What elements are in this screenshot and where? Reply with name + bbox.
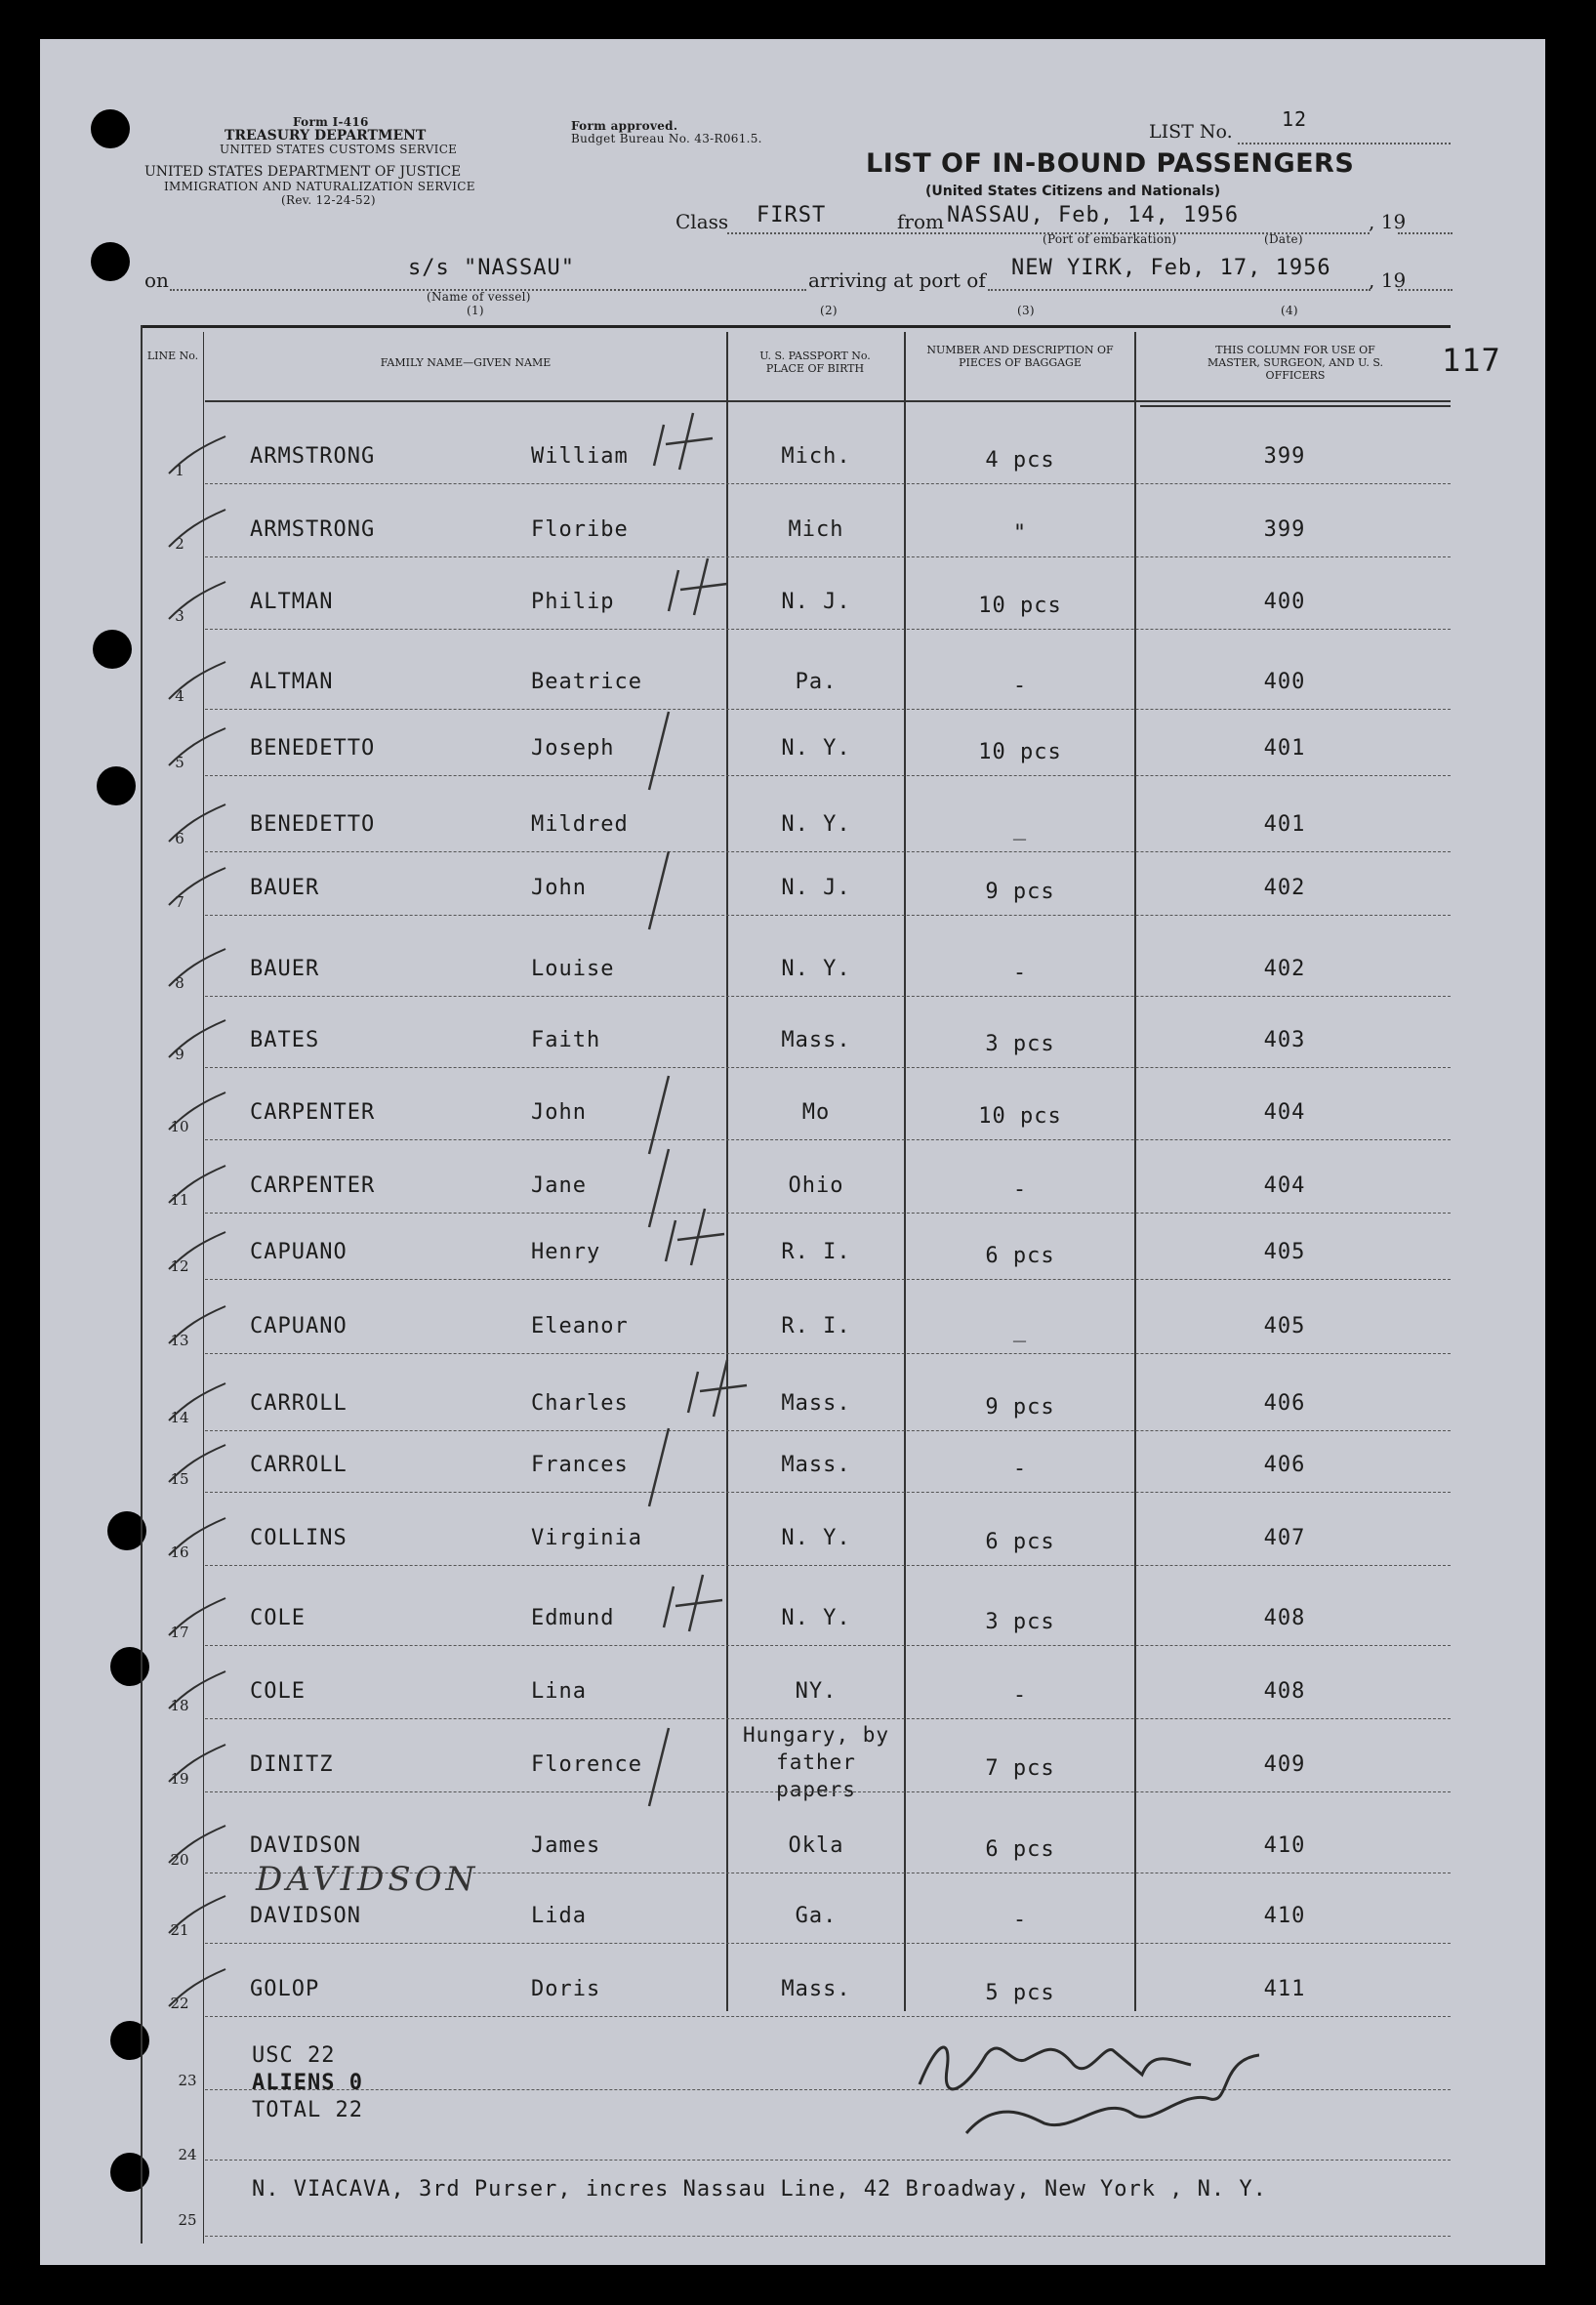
port-caption: (Port of embarkation) (1043, 232, 1177, 246)
officer-number: 411 (1263, 1977, 1306, 2001)
family-name: BENEDETTO (250, 812, 376, 837)
family-name: CAPUANO (250, 1240, 348, 1264)
officer-number: 403 (1263, 1028, 1306, 1052)
from-label: from (897, 210, 944, 233)
tally-mark (161, 432, 229, 481)
officer-number: 406 (1263, 1391, 1306, 1416)
tally-mark (161, 506, 229, 555)
place-of-birth: Mass. (781, 1391, 851, 1416)
given-name: Virginia (531, 1526, 642, 1550)
revision-date: (Rev. 12-24-52) (281, 193, 376, 207)
handwritten-slash-mark (639, 1423, 678, 1511)
line-number: 19 (170, 1770, 189, 1788)
baggage-count: 3 pcs (985, 1032, 1055, 1056)
punch-hole (91, 109, 130, 148)
line-number: 23 (178, 2072, 197, 2089)
place-of-birth: N. Y. (781, 1526, 851, 1550)
handwritten-slash-mark (639, 846, 678, 934)
officer-number: 408 (1263, 1606, 1306, 1630)
line-number: 5 (175, 754, 184, 771)
class-value: FIRST (757, 203, 827, 227)
line-number: 22 (170, 1995, 189, 2012)
given-name: Eleanor (531, 1314, 629, 1338)
baggage-count: 10 pcs (978, 740, 1062, 764)
baggage-count: 7 pcs (985, 1756, 1055, 1781)
baggage-count: 6 pcs (985, 1244, 1055, 1268)
baggage-count: _ (1012, 1318, 1028, 1342)
caption-1: (1) (467, 304, 484, 317)
officer-number: 402 (1263, 876, 1306, 900)
given-name: Charles (531, 1391, 629, 1416)
summary-aliens: ALIENS 0 (252, 2071, 363, 2095)
family-name: GOLOP (250, 1977, 320, 2001)
handwritten-slash-mark (639, 707, 678, 795)
family-name: CARPENTER (250, 1173, 376, 1198)
col-header-line-no: LINE No. (146, 350, 199, 362)
given-name: William (531, 444, 629, 469)
officer-number: 410 (1263, 1833, 1306, 1858)
officer-number: 404 (1263, 1100, 1306, 1125)
tally-mark (161, 1594, 229, 1643)
arriving-label: arriving at port of (808, 268, 986, 292)
baggage-count: 6 pcs (985, 1530, 1055, 1554)
line-number: 14 (170, 1409, 189, 1426)
col-header-officers: THIS COLUMN FOR USE OF MASTER, SURGEON, AND U. S. OFFICERS (1207, 344, 1383, 382)
place-of-birth: N. J. (781, 590, 851, 614)
place-of-birth: Mo (801, 1100, 831, 1125)
immigration-service: IMMIGRATION AND NATURALIZATION SERVICE (164, 180, 475, 193)
family-name: COLE (250, 1606, 306, 1630)
tally-mark (161, 801, 229, 849)
caption-3: (3) (1017, 304, 1035, 317)
family-name: BAUER (250, 876, 320, 900)
officer-number: 401 (1263, 812, 1306, 837)
tally-mark (161, 578, 229, 627)
baggage-count: 9 pcs (985, 1395, 1055, 1420)
given-name: Louise (531, 957, 615, 981)
place-of-birth: N. Y. (781, 812, 851, 837)
tally-mark (161, 945, 229, 994)
form-approved: Form approved. (571, 119, 678, 133)
place-of-birth: Okla (788, 1833, 844, 1858)
officer-number: 405 (1263, 1314, 1306, 1338)
officer-number: 400 (1263, 590, 1306, 614)
baggage-count: - (1012, 1457, 1028, 1481)
punch-hole (97, 766, 136, 805)
line-number: 20 (170, 1851, 189, 1869)
line-number: 6 (175, 830, 184, 847)
family-name: BATES (250, 1028, 320, 1052)
tally-mark (161, 1892, 229, 1941)
officer-number: 399 (1263, 444, 1306, 469)
family-name: CAPUANO (250, 1314, 348, 1338)
tally-mark (161, 724, 229, 773)
punch-hole (91, 242, 130, 281)
page-title: LIST OF IN-BOUND PASSENGERS (866, 148, 1355, 179)
line-number: 17 (170, 1624, 189, 1641)
baggage-count: 3 pcs (985, 1610, 1055, 1634)
family-name: BENEDETTO (250, 736, 376, 761)
handwritten-slash-mark (639, 1723, 678, 1811)
line-number: 1 (175, 462, 184, 479)
family-name: ARMSTRONG (250, 444, 376, 469)
given-name: Faith (531, 1028, 601, 1052)
place-of-birth: Hungary, by father papers (742, 1723, 890, 1801)
family-name: COLLINS (250, 1526, 348, 1550)
family-name: CARROLL (250, 1391, 348, 1416)
given-name: Beatrice (531, 670, 642, 694)
tally-mark (161, 1667, 229, 1716)
line-number: 12 (170, 1257, 189, 1275)
handwritten-name-correction: DAVIDSON (256, 1860, 479, 1899)
given-name: John (531, 876, 587, 900)
officer-number: 400 (1263, 670, 1306, 694)
baggage-count: - (1012, 1908, 1028, 1932)
tally-mark (161, 1302, 229, 1351)
baggage-count: " (1012, 521, 1028, 546)
line-number: 15 (170, 1470, 189, 1488)
given-name: Floribe (531, 517, 629, 542)
place-of-birth: Mich. (781, 444, 851, 469)
given-name: Edmund (531, 1606, 615, 1630)
baggage-count: - (1012, 1177, 1028, 1202)
place-of-birth: N. Y. (781, 1606, 851, 1630)
line-number: 4 (175, 687, 184, 705)
officer-number: 405 (1263, 1240, 1306, 1264)
col-header-baggage: NUMBER AND DESCRIPTION OF PIECES OF BAGGAGE (926, 344, 1114, 369)
line-number: 25 (178, 2211, 197, 2229)
family-name: ARMSTRONG (250, 517, 376, 542)
officer-number: 399 (1263, 517, 1306, 542)
given-name: Frances (531, 1453, 629, 1477)
baggage-count: 4 pcs (985, 448, 1055, 473)
class-label: Class (675, 210, 729, 233)
line-number: 16 (170, 1544, 189, 1561)
family-name: ALTMAN (250, 590, 334, 614)
place-of-birth: Mass. (781, 1028, 851, 1052)
tally-mark (161, 1965, 229, 2014)
tally-mark (161, 658, 229, 707)
place-of-birth: N. Y. (781, 736, 851, 761)
place-of-birth: Ohio (788, 1173, 844, 1198)
line-number: 18 (170, 1697, 189, 1714)
place-of-birth: Mich (788, 517, 844, 542)
vessel-name: s/s "NASSAU" (408, 256, 575, 280)
department-of-justice: UNITED STATES DEPARTMENT OF JUSTICE (144, 164, 462, 180)
given-name: Lina (531, 1679, 587, 1704)
officer-number: 402 (1263, 957, 1306, 981)
line-number: 3 (175, 607, 184, 625)
place-of-birth: N. Y. (781, 957, 851, 981)
handwritten-slash-mark (639, 1144, 678, 1232)
given-name: John (531, 1100, 587, 1125)
place-of-birth: R. I. (781, 1240, 851, 1264)
tally-mark (161, 864, 229, 913)
given-name: Jane (531, 1173, 587, 1198)
baggage-count: 6 pcs (985, 1837, 1055, 1862)
officer-number: 408 (1263, 1679, 1306, 1704)
caption-2: (2) (820, 304, 838, 317)
officer-number: 401 (1263, 736, 1306, 761)
handwritten-check-mark (654, 1567, 732, 1635)
given-name: Henry (531, 1240, 601, 1264)
summary-usc: USC 22 (252, 2043, 336, 2068)
vessel-caption: (Name of vessel) (427, 290, 531, 304)
baggage-count: 5 pcs (985, 1981, 1055, 2005)
line-number: 2 (175, 535, 184, 553)
baggage-count: 10 pcs (978, 594, 1062, 618)
given-name: Mildred (531, 812, 629, 837)
given-name: Joseph (531, 736, 615, 761)
form-number: Form I-416 (293, 115, 369, 129)
officer-number: 409 (1263, 1752, 1306, 1777)
given-name: James (531, 1833, 601, 1858)
family-name: COLE (250, 1679, 306, 1704)
family-name: DAVIDSON (250, 1833, 361, 1858)
tally-mark (161, 1162, 229, 1211)
given-name: Lida (531, 1904, 587, 1928)
place-of-birth: NY. (795, 1679, 838, 1704)
embarkation-value: NASSAU, Feb, 14, 1956 (947, 203, 1240, 227)
officer-number: 406 (1263, 1453, 1306, 1477)
family-name: CARROLL (250, 1453, 348, 1477)
handwritten-check-mark (644, 405, 722, 473)
tally-mark (161, 1514, 229, 1563)
col-header-name: FAMILY NAME—GIVEN NAME (380, 356, 552, 369)
budget-bureau: Budget Bureau No. 43-R061.5. (571, 132, 762, 145)
tally-mark (161, 1441, 229, 1490)
family-name: ALTMAN (250, 670, 334, 694)
line-number: 24 (178, 2146, 197, 2163)
line-number: 13 (170, 1332, 189, 1349)
baggage-count: 10 pcs (978, 1104, 1062, 1129)
tally-mark (161, 1089, 229, 1137)
given-name: Philip (531, 590, 615, 614)
place-of-birth: Ga. (795, 1904, 838, 1928)
given-name: Doris (531, 1977, 601, 2001)
tally-mark (161, 1228, 229, 1277)
family-name: BAUER (250, 957, 320, 981)
place-of-birth: R. I. (781, 1314, 851, 1338)
tally-mark (161, 1741, 229, 1790)
baggage-count: - (1012, 1683, 1028, 1708)
list-no-label: LIST No. (1149, 121, 1233, 143)
line-number: 21 (170, 1921, 189, 1939)
family-name: DAVIDSON (250, 1904, 361, 1928)
line-number: 8 (175, 974, 184, 992)
baggage-count: _ (1012, 816, 1028, 841)
place-of-birth: N. J. (781, 876, 851, 900)
purser-signature-line: N. VIACAVA, 3rd Purser, incres Nassau Line, 42 Broadway, New York , N. Y. (252, 2177, 1267, 2202)
page-number: 117 (1442, 342, 1501, 379)
tally-mark (161, 1379, 229, 1428)
arrival-value: NEW YIRK, Feb, 17, 1956 (1011, 256, 1331, 280)
given-name: Florence (531, 1752, 642, 1777)
col-header-passport: U. S. PASSPORT No. PLACE OF BIRTH (759, 350, 871, 375)
summary-total: TOTAL 22 (252, 2098, 363, 2122)
place-of-birth: Mass. (781, 1977, 851, 2001)
tally-mark (161, 1016, 229, 1065)
punch-hole (110, 1647, 149, 1686)
place-of-birth: Pa. (795, 670, 838, 694)
officer-number: 404 (1263, 1173, 1306, 1198)
baggage-count: 9 pcs (985, 880, 1055, 904)
handwritten-check-mark (678, 1352, 757, 1420)
inspector-signature (908, 2021, 1259, 2148)
customs-service: UNITED STATES CUSTOMS SERVICE (220, 143, 458, 156)
year-suffix: , 19 (1369, 268, 1407, 292)
caption-4: (4) (1281, 304, 1298, 317)
treasury-department: TREASURY DEPARTMENT (225, 128, 427, 144)
page-subtitle: (United States Citizens and Nationals) (925, 184, 1221, 199)
line-number: 11 (170, 1191, 189, 1209)
line-number: 10 (170, 1118, 189, 1135)
officer-number: 407 (1263, 1526, 1306, 1550)
baggage-count: - (1012, 961, 1028, 985)
family-name: DINITZ (250, 1752, 334, 1777)
list-no-value: 12 (1282, 107, 1308, 131)
family-name: CARPENTER (250, 1100, 376, 1125)
line-number: 7 (175, 893, 184, 911)
year-suffix: , 19 (1369, 210, 1407, 233)
punch-hole (93, 630, 132, 669)
place-of-birth: Mass. (781, 1453, 851, 1477)
punch-hole (110, 2021, 149, 2060)
on-label: on (144, 268, 169, 292)
line-number: 9 (175, 1046, 184, 1063)
punch-hole (110, 2153, 149, 2192)
tally-mark (161, 1822, 229, 1871)
date-caption: (Date) (1264, 232, 1303, 246)
table-top-border (141, 325, 1451, 328)
officer-number: 410 (1263, 1904, 1306, 1928)
handwritten-check-mark (659, 551, 737, 619)
baggage-count: - (1012, 674, 1028, 698)
